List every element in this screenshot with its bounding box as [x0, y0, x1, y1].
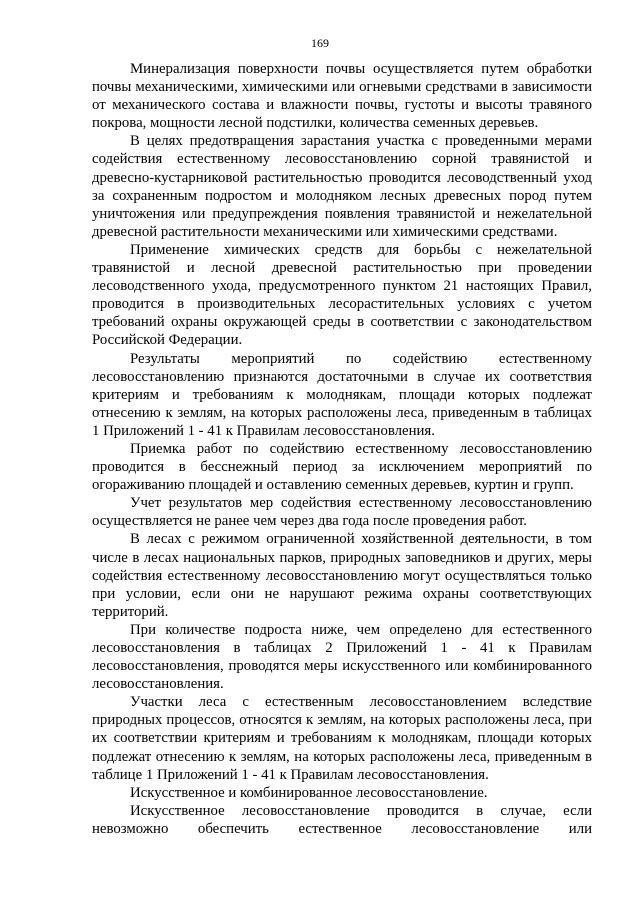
paragraph-artificial-regeneration: Искусственное лесовосстановление проводится в случае, если невозможно обеспечить естественное лесовосстановление или: [92, 802, 592, 837]
paragraph-section-heading: Искусственное и комбинированное лесовосстановление.: [130, 784, 488, 801]
paragraph-natural-regeneration-plots: Участки леса с естественным лесовосстановлением вследствие природных процессов, относятся к землям, на которых расположены леса, при их соответствии критериям и требованиям к молоднякам, площади которых подлежат отнесению к землям, на которых расположены леса, приведенным в таблице 1 Приложений 1 - 41 к Правилам лесовосстановления.: [92, 694, 592, 783]
page-number: 169: [311, 36, 329, 50]
paragraph-results-sufficiency: Результаты мероприятий по содействию естественному лесовосстановлению признаются достаточными в случае их соответствия критериям и требованиям к молоднякам, площади которых подлежат отнесению к землям, на которых расположены леса, приведенным в таблицах 1 Приложений 1 - 41 к Правилам лесовосстановления.: [92, 350, 592, 439]
paragraph-work-acceptance: Приемка работ по содействию естественному лесовосстановлению проводится в бесснежный период за исключением мероприятий по огораживанию площадей и оставлению семенных деревьев, куртин и групп.: [92, 440, 592, 494]
document-body: [92, 60, 592, 838]
paragraph-chemical-means: Применение химических средств для борьбы с нежелательной травянистой и лесной древесной растительностью при проведении лесоводственного ухода, предусмотренного пунктом 21 настоящих Правил, проводится в производительных лесорастительных условиях с учетом требований охраны окружающей среды в соответствии с законодательством Российской Федерации.: [92, 241, 592, 349]
paragraph-undergrowth-shortage: При количестве подроста ниже, чем определено для естественного лесовосстановления в таблицах 2 Приложений 1 - 41 к Правилам лесовосстановления, проводятся меры искусственного или комбинированного лесовосстановления.: [92, 621, 592, 693]
paragraph-mineralization: Минерализация поверхности почвы осуществляется путем обработки почвы механическими, химическими или огневыми средствами в зависимости от механического состава и влажности почвы, густоты и высоты травяного покрова, мощности лесной подстилки, количества семенных деревьев.: [92, 61, 592, 132]
paragraph-restricted-forests: В лесах с режимом ограниченной хозяйственной деятельности, в том числе в лесах национальных парков, природных заповедников и других, меры содействия естественному лесовосстановлению могут осуществляться только при условии, если они не нарушают режима охраны соответствующих территорий.: [92, 531, 592, 620]
paragraph-overgrowth-prevention: В целях предотвращения зарастания участка с проведенными мерами содействия естественному лесовосстановлению сорной травянистой и древесно-кустарниковой растительностью проводится лесоводственный уход за сохраненным подростом и молодняком лесных древесных пород путем уничтожения или предупреждения появления травянистой и нежелательной древесной растительности механическими или химическими средствами.: [92, 133, 592, 240]
paragraph-results-accounting: Учет результатов мер содействия естественному лесовосстановлению осуществляется не ранее чем через два года после проведения работ.: [92, 495, 592, 530]
